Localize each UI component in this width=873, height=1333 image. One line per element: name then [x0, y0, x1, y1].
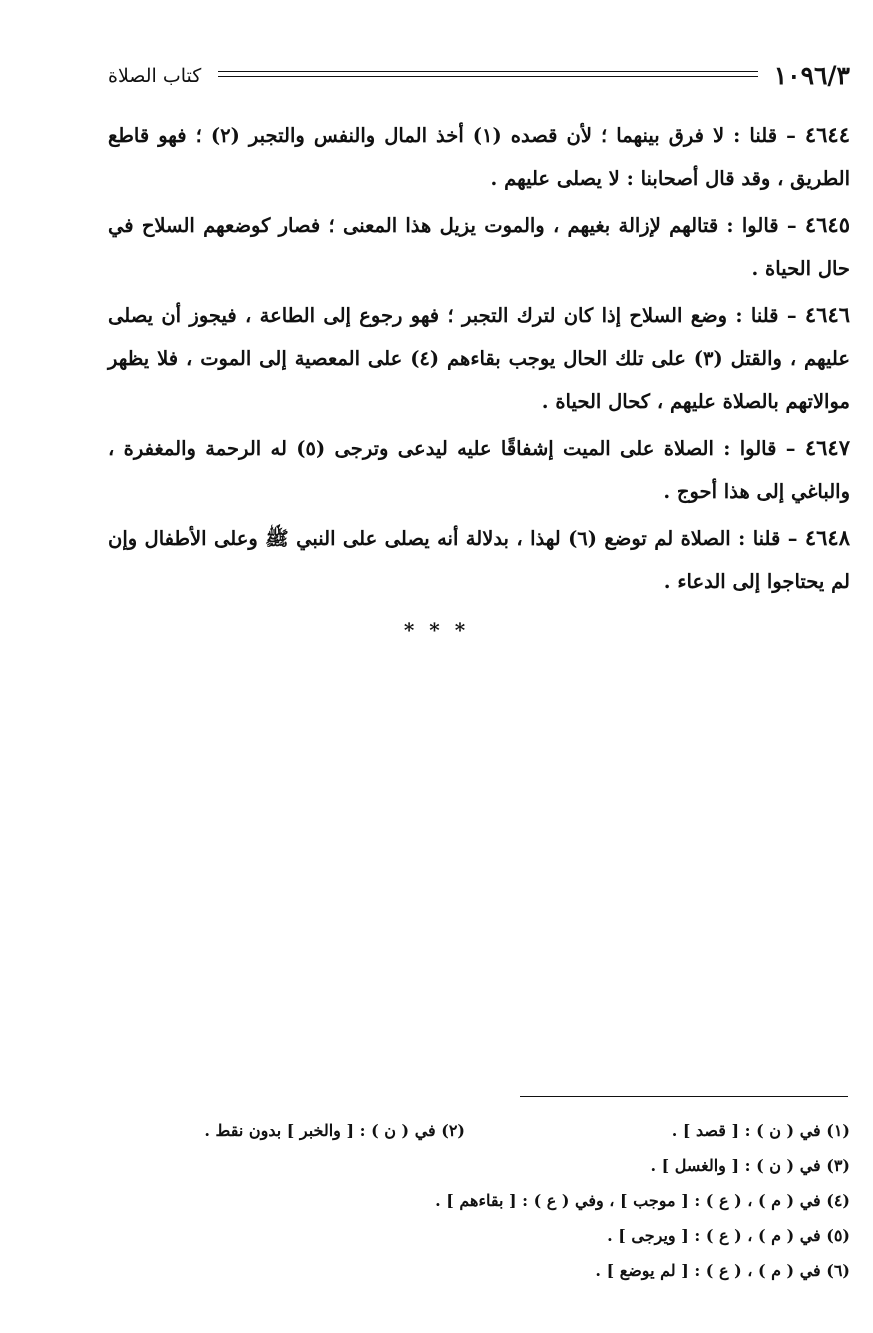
footnote-line — [120, 1218, 850, 1253]
footnote-line — [120, 1183, 850, 1218]
footnote-6: (٦) في ( م ) ، ( ع ) : [ لم يوضع ] . — [595, 1261, 850, 1280]
footnote-2: (٢) في ( ن ) : [ والخبر ] بدون نقط . — [204, 1121, 465, 1140]
paragraph-dash: – — [778, 304, 805, 327]
header-rule-top — [218, 71, 758, 72]
header-rule-bottom — [218, 76, 758, 77]
footnote-5: (٥) في ( م ) ، ( ع ) : [ ويرجى ] . — [607, 1226, 850, 1245]
paragraph-text: قلنا : لا فرق بينهما ؛ لأن قصده (١) أخذ المال والنفس والتجبر (٢) ؛ فهو قاطع الطريق ، وقد قال أصحابنا : لا يصلى عليهم . — [108, 124, 850, 190]
paragraph-text: قلنا : الصلاة لم توضع (٦) لهذا ، بدلالة أنه يصلى على النبي ﷺ وعلى الأطفال وإن لم يحتاجوا إلى الدعاء . — [108, 527, 850, 593]
paragraph-number: ٤٦٤٥ — [804, 212, 850, 237]
footnote-1: (١) في ( ن ) : [ قصد ] . — [671, 1121, 850, 1140]
footnote-line — [120, 1113, 850, 1148]
footnotes — [120, 1113, 850, 1288]
section-separator: * * * — [403, 618, 470, 642]
paragraph-dash: – — [778, 214, 805, 237]
footnote-rule — [520, 1096, 848, 1097]
paragraph-4648 — [108, 516, 850, 603]
paragraph-4644 — [108, 113, 850, 200]
footnote-3: (٣) في ( ن ) : [ والغسل ] . — [650, 1156, 850, 1175]
paragraph-dash: – — [777, 124, 805, 147]
body-text — [108, 113, 850, 606]
paragraph-number: ٤٦٤٤ — [804, 122, 850, 147]
paragraph-number: ٤٦٤٧ — [804, 435, 850, 460]
paragraph-text: قالوا : الصلاة على الميت إشفاقًا عليه ليدعى وترجى (٥) له الرحمة والمغفرة ، والباغي إلى هذا أحوج . — [108, 437, 850, 503]
paragraph-text: قالوا : قتالهم لإزالة بغيهم ، والموت يزيل هذا المعنى ؛ فصار كوضعهم السلاح في حال الحياة . — [108, 214, 850, 280]
paragraph-dash: – — [780, 527, 805, 550]
paragraph-4647 — [108, 426, 850, 513]
paragraph-number: ٤٦٤٦ — [804, 302, 851, 327]
footnote-4: (٤) في ( م ) ، ( ع ) : [ موجب ] ، وفي ( ع ) : [ بقاءهم ] . — [435, 1191, 850, 1210]
page-number: ١٠٩٦/٣ — [773, 61, 850, 90]
paragraph-number: ٤٦٤٨ — [804, 525, 850, 550]
paragraph-4645 — [108, 203, 850, 290]
paragraph-text: قلنا : وضع السلاح إذا كان لترك التجبر ؛ فهو رجوع إلى الطاعة ، فيجوز أن يصلى عليهم ، والقتل (٣) على تلك الحال يوجب بقاءهم (٤) على المعصية إلى الموت ، فلا يظهر موالاتهم بالصلاة عليهم ، كحال الحياة . — [108, 304, 850, 413]
book-title: كتاب الصلاة — [108, 65, 202, 87]
paragraph-dash: – — [776, 437, 805, 460]
paragraph-4646 — [108, 293, 850, 423]
footnote-line — [120, 1148, 850, 1183]
footnote-line — [120, 1253, 850, 1288]
